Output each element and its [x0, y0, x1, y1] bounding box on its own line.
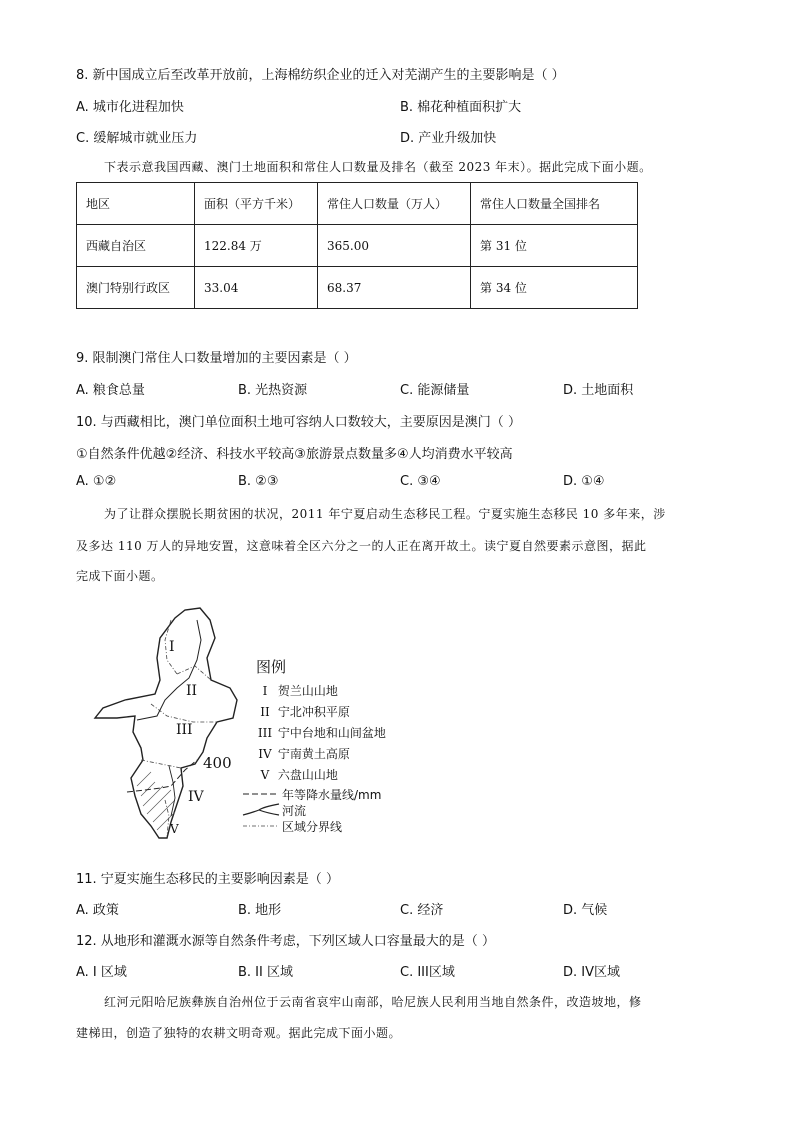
- legend-text: 六盘山山地: [277, 768, 338, 782]
- population-table: [76, 182, 638, 309]
- q8-option-d: D. 产业升级加快: [400, 131, 497, 146]
- q8-option-b: B. 棉花种植面积扩大: [400, 100, 522, 115]
- table-cell: 33.04: [195, 267, 318, 309]
- ningxia-map: [85, 600, 255, 845]
- boundary-legend-text: 区域分界线: [282, 820, 343, 834]
- table-cell: 第 31 位: [471, 225, 638, 267]
- legend-symbol: IV: [258, 747, 272, 761]
- legend-item: [256, 724, 386, 741]
- q10-option-b: B. ②③: [238, 474, 279, 489]
- isohyet-legend-text: 年等降水量线/mm: [282, 788, 382, 802]
- question-9-stem: 9. 限制澳门常住人口数量增加的主要因素是（ ）: [76, 351, 357, 366]
- legend-symbol: II: [260, 705, 270, 719]
- legend-symbol: V: [260, 768, 270, 782]
- question-8-stem: 8. 新中国成立后至改革开放前，上海棉纺织企业的迁入对芜湖产生的主要影响是（ ）: [76, 68, 565, 83]
- legend-text: 宁中台地和山间盆地: [277, 726, 386, 740]
- table-cell: 122.84 万: [195, 225, 318, 267]
- q9-option-c: C. 能源储量: [400, 383, 470, 398]
- legend-item: [256, 745, 350, 762]
- legend-item: [256, 703, 350, 720]
- q12-option-b: B. II 区域: [238, 965, 293, 980]
- q12-option-a: A. I 区域: [76, 965, 127, 980]
- table-row: [77, 225, 638, 267]
- table-cell: 365.00: [318, 225, 471, 267]
- q11-option-b: B. 地形: [238, 903, 282, 918]
- table-header-cell: 面积（平方千米）: [195, 183, 318, 225]
- region-label-ii: II: [186, 683, 198, 699]
- legend-text: 贺兰山山地: [277, 684, 338, 698]
- map-intro-line-2: 及多达 110 万人的异地安置，这意味着全区六分之一的人正在离开故土。读宁夏自然要素示意图，据此: [76, 539, 647, 553]
- legend-title: 图例: [256, 658, 287, 676]
- table-cell: 澳门特别行政区: [77, 267, 195, 309]
- river-legend-text: 河流: [282, 804, 307, 818]
- q8-option-c: C. 缓解城市就业压力: [76, 131, 198, 146]
- legend-item: [256, 682, 338, 699]
- legend-symbol: III: [257, 726, 273, 740]
- region-label-v: V: [170, 822, 179, 836]
- q8-option-a: A. 城市化进程加快: [76, 100, 184, 115]
- q12-option-c: C. III区域: [400, 965, 455, 980]
- question-11-stem: 11. 宁夏实施生态移民的主要影响因素是（ ）: [76, 872, 339, 887]
- q9-option-a: A. 粮食总量: [76, 383, 145, 398]
- region-label-i: I: [169, 639, 175, 655]
- question-10-stem: 10. 与西藏相比，澳门单位面积土地可容纳人口数较大，主要原因是澳门（ ）: [76, 415, 521, 430]
- q10-option-d: D. ①④: [563, 474, 605, 489]
- question-12-stem: 12. 从地形和灌溉水源等自然条件考虑，下列区域人口容量最大的是（ ）: [76, 934, 495, 949]
- map-intro-line-1: 为了让群众摆脱长期贫困的状况，2011 年宁夏启动生态移民工程。宁夏实施生态移民 10 多年来，涉: [104, 507, 666, 521]
- q10-option-a: A. ①②: [76, 474, 117, 489]
- q11-option-d: D. 气候: [563, 903, 608, 918]
- table-row: [77, 267, 638, 309]
- q11-option-c: C. 经济: [400, 903, 444, 918]
- river-legend-symbol: [241, 801, 281, 817]
- q11-option-a: A. 政策: [76, 903, 119, 918]
- table-header-row: [77, 183, 638, 225]
- question-10-statements: ①自然条件优越②经济、科技水平较高③旅游景点数量多④人均消费水平较高: [76, 447, 513, 462]
- legend-text: 宁北冲积平原: [277, 705, 350, 719]
- terrace-intro-line-2: 建梯田，创造了独特的农耕文明奇观。据此完成下面小题。: [76, 1026, 402, 1040]
- isohyet-value-label: 400: [203, 754, 232, 772]
- q9-option-d: D. 土地面积: [563, 383, 634, 398]
- table-header-cell: 常住人口数量（万人）: [318, 183, 471, 225]
- region-label-iv: IV: [188, 789, 204, 805]
- table-header-cell: 地区: [77, 183, 195, 225]
- boundary-legend-symbol: [241, 820, 281, 832]
- isohyet-legend-symbol: [241, 788, 281, 800]
- map-intro-line-3: 完成下面小题。: [76, 569, 164, 583]
- terrace-intro-line-1: 红河元阳哈尼族彝族自治州位于云南省哀牢山南部，哈尼族人民利用当地自然条件，改造坡地，修: [104, 995, 642, 1009]
- table-cell: 西藏自治区: [77, 225, 195, 267]
- table-cell: 68.37: [318, 267, 471, 309]
- q12-option-d: D. IV区域: [563, 965, 621, 980]
- legend-item: [256, 766, 338, 783]
- legend-text: 宁南黄土高原: [277, 747, 350, 761]
- q10-option-c: C. ③④: [400, 474, 441, 489]
- q9-option-b: B. 光热资源: [238, 383, 308, 398]
- table-intro: 下表示意我国西藏、澳门土地面积和常住人口数量及排名（截至 2023 年末）。据此完成下面小题。: [104, 160, 652, 174]
- table-cell: 第 34 位: [471, 267, 638, 309]
- region-label-iii: III: [176, 722, 193, 738]
- table-header-cell: 常住人口数量全国排名: [471, 183, 638, 225]
- legend-symbol: I: [262, 684, 268, 698]
